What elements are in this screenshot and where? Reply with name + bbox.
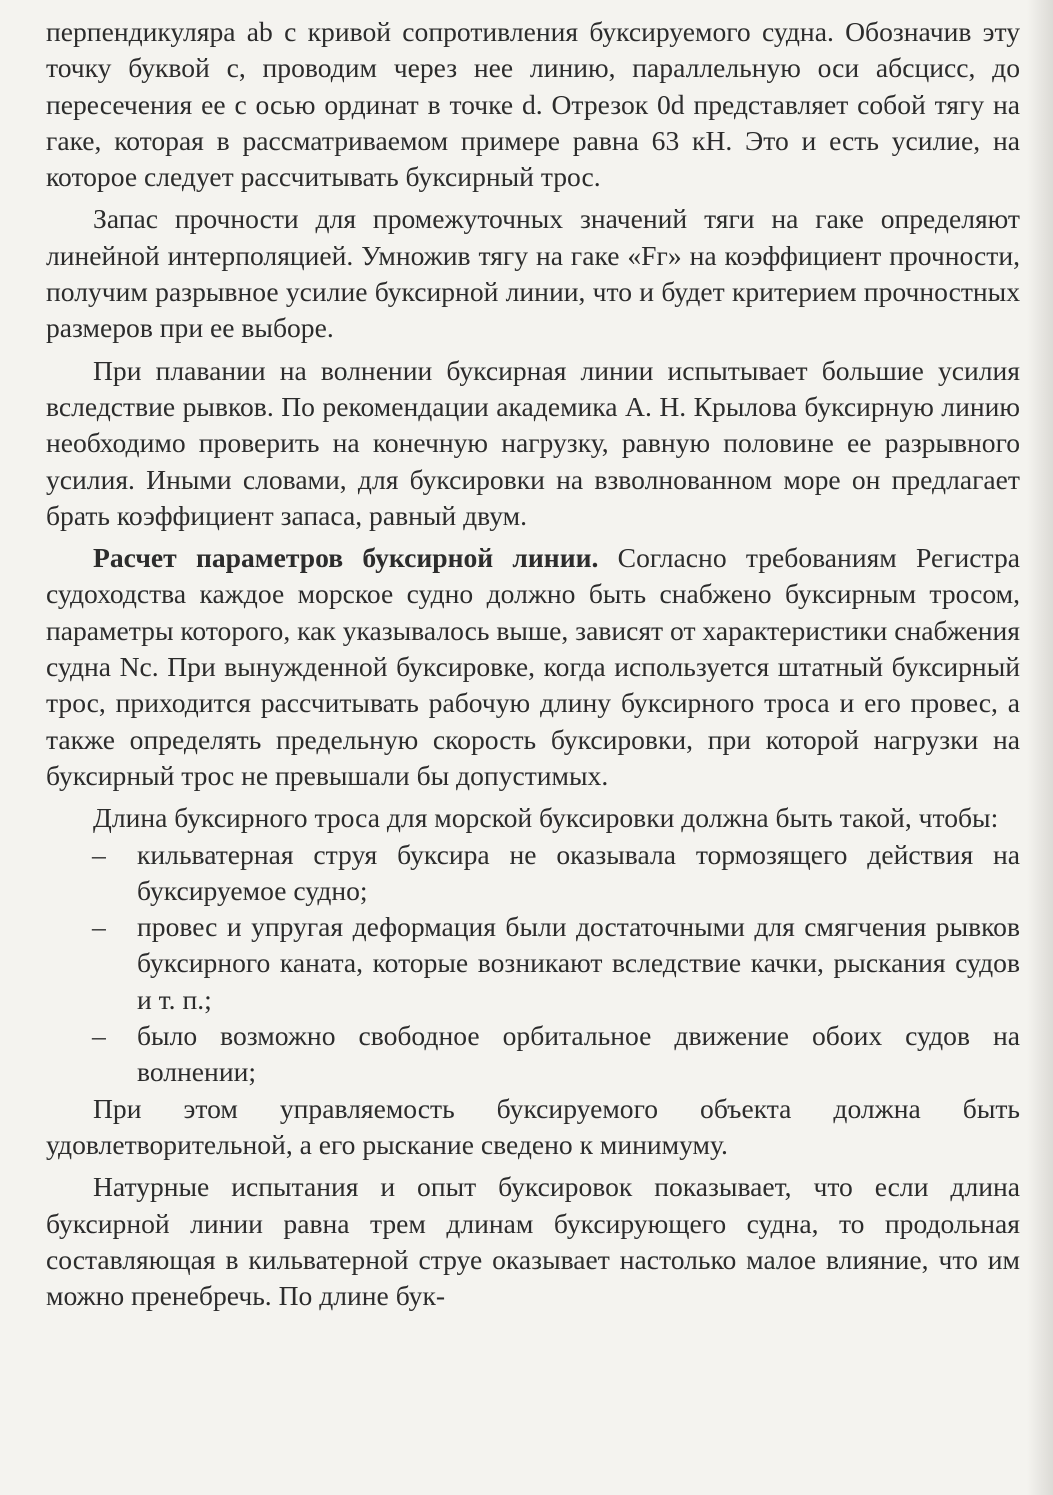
list-item: – было возможно свободное орбитальное движение обоих судов на волнении; xyxy=(137,1018,1020,1091)
paragraph-2: Запас прочности для промежуточных значений тяги на гаке определяют линейной интерполяцией. Умножив тягу на гаке «Fг» на коэффициент прочности, получим разрывное усилие буксирной линии, что и будет критерием прочностных размеров при ее выборе. xyxy=(46,203,1020,344)
paragraph-1: перпендикуляра ab с кривой сопротивления буксируемого судна. Обозначив эту точку буквой c, проводим через нее линию, параллельную оси абсцисс, до пересечения ее с осью ординат в точке d. Отрезок 0d представляет собой тягу на гаке, которая в рассматриваемом примере равна 63 кН. Это и есть усилие, на которое следует рассчитывать буксирный трос. xyxy=(46,16,1020,193)
paragraph-7: Натурные испытания и опыт буксировок показывает, что если длина буксирной линии равна трем длинам буксирующего судна, то продольная составляющая в кильватерной струе оказывает настолько малое влияние, что им можно пренебречь. По длине бук- xyxy=(46,1171,1020,1312)
paragraph-6: При этом управляемость буксируемого объекта должна быть удовлетворительной, а его рыскание сведено к минимуму. xyxy=(46,1092,1020,1160)
paragraph-4 xyxy=(46,540,1020,794)
document-page xyxy=(46,14,1020,1314)
paragraph-5: Длина буксирного троса для морской буксировки должна быть такой, чтобы: xyxy=(93,802,999,834)
section-heading: Расчет параметров буксирной линии. xyxy=(93,542,599,574)
list-item: – провес и упругая деформация были достаточными для смягчения рывков буксирного каната, которые возникают вследствие качки, рыскания судов и т. п.; xyxy=(137,909,1020,1018)
page-edge-shadow xyxy=(1027,0,1053,1495)
requirements-list xyxy=(46,837,1020,1091)
list-item: – кильватерная струя буксира не оказывала тормозящего действия на буксируемое судно; xyxy=(137,837,1020,910)
paragraph-4-body: Согласно требованиям Регистра судоходства каждое морское судно должно быть снабжено буксирным тросом, параметры которого, как указывалось выше, зависят от характеристики снабжения судна Nc. При вынужденной буксировке, когда используется штатный буксирный трос, приходится рассчитывать рабочую длину буксирного троса и его провес, а также определять предельную скорость буксировки, при которой нагрузки на буксирный трос не превышали бы допустимых. xyxy=(46,542,1020,791)
paragraph-3: При плавании на волнении буксирная линии испытывает большие усилия вследствие рывков. По рекомендации академика А. Н. Крылова буксирную линию необходимо проверить на конечную нагрузку, равную половине ее разрывного усилия. Иными словами, для буксировки на взволнованном море он предлагает брать коэффициент запаса, равный двум. xyxy=(46,354,1020,531)
